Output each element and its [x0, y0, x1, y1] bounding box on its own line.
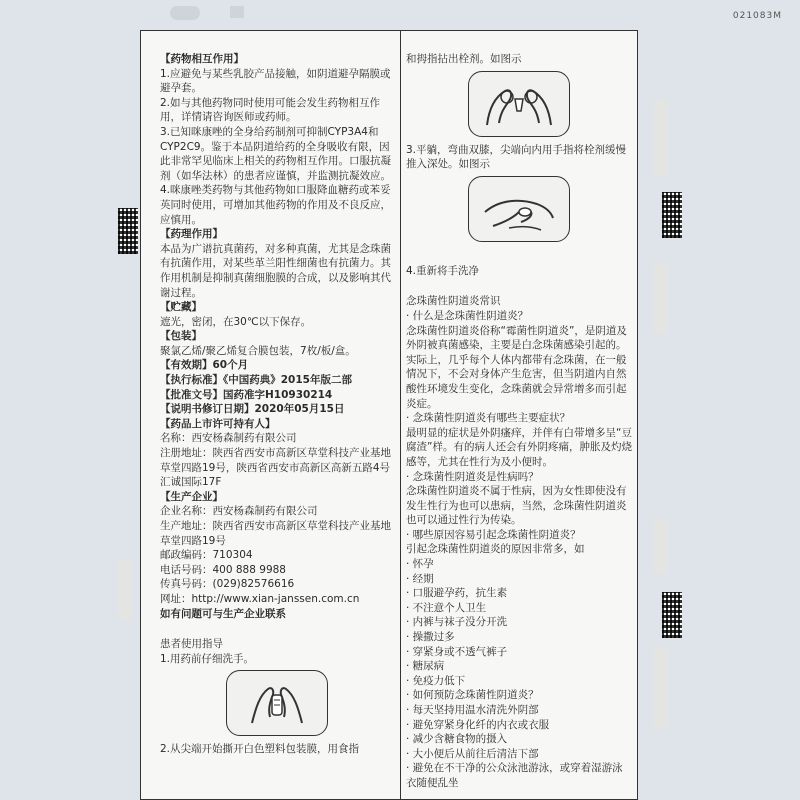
- paragraph: 和拇指拈出栓剂。如图示: [406, 53, 522, 65]
- section-heading: 【生产企业】: [160, 490, 223, 503]
- document-code: 021083M: [732, 11, 782, 21]
- hands-unwrapping-suppository-illustration: [468, 71, 570, 137]
- paragraph: · 避免在不干净的公众泳池游泳，或穿着湿游泳衣随便乱坐: [406, 762, 623, 789]
- paragraph: 念珠菌性阴道炎常识: [406, 295, 501, 308]
- section-heading: 【药物相互作用】: [160, 53, 244, 65]
- paragraph: 注册地址：陕西省西安市高新区草堂科技产业基地草堂四路19号，陕西省西安市高新区高新五路4号汇诚国际17F: [160, 447, 391, 489]
- section-heading: 【批准文号】国药准字H10930214: [160, 388, 333, 401]
- spacer: [406, 278, 632, 294]
- paragraph: 3.已知咪康唑的全身给药制剂可抑制CYP3A4和CYP2C9。鉴于本品阴道给药的全身吸收有限，因此非常罕见临床上相关的药物相互作用。口服抗凝剂（如华法林）的患者应谨慎，并监测抗凝效应。: [160, 125, 391, 182]
- paragraph: · 哪些原因容易引起念珠菌性阴道炎？: [406, 528, 581, 541]
- barcode-left: [118, 208, 138, 254]
- paragraph: · 大小便后从前往后清洁下部: [406, 747, 539, 760]
- paragraph: · 如何预防念珠菌性阴道炎？: [406, 689, 539, 702]
- paragraph: · 不注意个人卫生: [406, 601, 487, 614]
- paragraph: · 穿紧身或不透气裤子: [406, 645, 508, 658]
- paragraph: 网址：http://www.xian-janssen.com.cn: [160, 592, 360, 605]
- paragraph: 遮光，密闭，在30℃以下保存。: [160, 315, 312, 328]
- paragraph: · 怀孕: [406, 558, 434, 571]
- paragraph: · 口服避孕药，抗生素: [406, 587, 508, 600]
- right-column: [406, 52, 632, 791]
- hands-washing-illustration: [226, 670, 328, 736]
- top-strip: [0, 0, 800, 30]
- paragraph: 4.重新将手洗净: [406, 264, 480, 277]
- left-column: [160, 52, 394, 757]
- paragraph: · 内裤与袜子没分开洗: [406, 616, 508, 629]
- column-divider: [400, 30, 401, 800]
- paragraph: · 操撒过多: [406, 631, 455, 644]
- barcode-right-bottom: [662, 592, 682, 638]
- paragraph: · 避免穿紧身化纤的内衣或衣服: [406, 718, 550, 731]
- section-heading: 【药理作用】: [160, 228, 223, 241]
- spacer: [406, 248, 632, 264]
- bleed-through-text: [654, 520, 668, 574]
- paragraph: 患者使用指导: [160, 638, 223, 651]
- paragraph: · 念珠菌性阴道炎是性病吗？: [406, 470, 539, 483]
- paragraph: 本品为广谱抗真菌药，对多种真菌，尤其是念珠菌有抗菌作用，对某些革兰阳性细菌也有抗菌力。其作用机制是抑制真菌细胞膜的合成，以及影响其代谢过程。: [160, 242, 391, 299]
- paragraph: · 什么是念珠菌性阴道炎？: [406, 309, 529, 322]
- brand-mark: [230, 6, 244, 18]
- bleed-through-text: [654, 648, 668, 728]
- paragraph: 1.应避免与某些乳胶产品接触，如阴道避孕隔膜或避孕套。: [160, 67, 391, 95]
- paragraph: 念珠菌性阴道炎不属于性病，因为女性即使没有发生性行为也可以患病，当然，念珠菌性阴道炎也可以通过性行为传染。: [406, 485, 627, 527]
- paragraph: · 每天坚持用温水清洗外阴部: [406, 704, 539, 716]
- paragraph: 4.咪康唑类药物与其他药物如口服降血糖药或苯妥英同时使用，可增加其他药物的作用及不良反应，应慎用。: [160, 184, 391, 226]
- paragraph: · 糖尿病: [406, 660, 445, 673]
- paragraph: · 念珠菌性阴道炎有哪些主要症状？: [406, 412, 571, 425]
- section-heading: 【包装】: [160, 330, 202, 343]
- paragraph: 邮政编码：710304: [160, 549, 253, 562]
- paragraph: 电话号码：400 888 9988: [160, 563, 286, 576]
- paragraph: 聚氯乙烯/聚乙烯复合膜包装，7枚/板/盒。: [160, 344, 356, 357]
- paragraph: 2.从尖端开始撕开白色塑料包装膜，用食指: [160, 743, 360, 756]
- bleed-through-text: [118, 560, 132, 620]
- section-heading: 【有效期】60个月: [160, 359, 249, 372]
- paragraph: 传真号码：(029)82576616: [160, 578, 295, 591]
- paragraph: 企业名称：西安杨森制药有限公司: [160, 505, 318, 518]
- paragraph: 念珠菌性阴道炎俗称“霉菌性阴道炎”，是阴道及外阴被真菌感染，主要是白念珠菌感染引起的。实际上，几乎每个人体内都带有念珠菌，在一般情况下，不会对身体产生危害，但当阴道内自然酸性环境发生变化，念珠菌就会异常增多而引起炎症。: [406, 324, 627, 410]
- paragraph: · 免疫力低下: [406, 674, 466, 687]
- section-heading: 【贮藏】: [160, 301, 202, 314]
- paragraph: 1.用药前仔细洗手。: [160, 652, 255, 665]
- paragraph: · 减少含糖食物的摄入: [406, 733, 508, 746]
- section-heading: 如有问题可与生产企业联系: [160, 607, 286, 620]
- paragraph: 2.如与其他药物同时使用可能会发生药物相互作用，详情请咨询医师或药师。: [160, 96, 381, 124]
- spacer: [160, 621, 394, 637]
- section-heading: 【执行标准】《中国药典》2015年版二部: [160, 374, 352, 387]
- brand-logo: [170, 6, 200, 20]
- section-heading: 【说明书修订日期】2020年05月15日: [160, 403, 345, 416]
- suppository-insertion-illustration: [468, 176, 570, 242]
- paragraph: · 经期: [406, 572, 434, 585]
- paragraph: 引起念珠菌性阴道炎的原因非常多，如: [406, 543, 585, 556]
- paragraph: 生产地址：陕西省西安市高新区草堂科技产业基地草堂四路19号: [160, 520, 391, 547]
- paragraph: 3.平躺，弯曲双膝，尖端向内用手指将栓剂缓慢推入深处。如图示: [406, 143, 627, 171]
- barcode-right-top: [662, 192, 682, 238]
- bleed-through-text: [654, 264, 668, 334]
- section-heading: 【药品上市许可持有人】: [160, 417, 276, 430]
- paragraph: 最明显的症状是外阴瘙痒，并伴有白带增多呈“豆腐渣”样。有的病人还会有外阴疼痛，肿胀及灼烧感等，尤其在性行为及小便时。: [406, 426, 632, 468]
- bleed-through-text: [654, 100, 668, 176]
- paragraph: 名称：西安杨森制药有限公司: [160, 432, 297, 445]
